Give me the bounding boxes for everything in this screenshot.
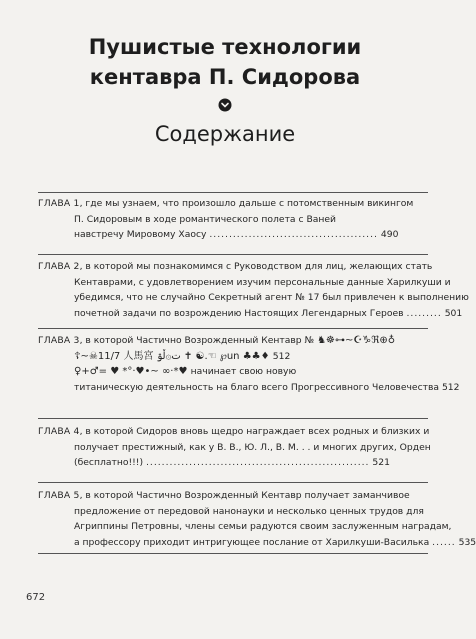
symbol-sequence: ♞☸⊶~☪♑ℜ⊕♁ (317, 335, 396, 346)
toc-entry-chapter-2 (38, 259, 469, 321)
chapter-label: ГЛАВА 5 (38, 490, 80, 501)
symbol-sequence: ♀+♂= ♥ *°·♥•~ ∞·*♥ (74, 366, 191, 377)
chapter-text: , где мы узнаем, что произошло дальше с потомственным викингом (79, 198, 414, 209)
dot-leader: ........................................... (209, 229, 378, 240)
chapter-text: начинает свою новую (190, 366, 297, 377)
chapter-page-number: 521 (372, 457, 390, 468)
chapter-label: ГЛАВА 1 (38, 198, 80, 209)
page-number: 672 (26, 592, 46, 603)
chapter-label: ГЛАВА 4 (38, 426, 80, 437)
chapter-text: Агриппины Петровны, члены семьи радуются своим заслуженным наградам, (74, 521, 452, 532)
toc-entry-chapter-1 (38, 196, 433, 243)
chapter-text: П. Сидоровым в ходе романтического полета с Ваней (74, 213, 337, 225)
toc-entry-chapter-4 (38, 424, 433, 471)
chapter-text: титаническую деятельность на благо всего Прогрессивного Человечества (74, 381, 440, 393)
dot-leader: ......... (406, 307, 442, 319)
chapter-page-number: 535 (458, 536, 476, 548)
chapter-text: , в которой мы познакомимся с Руководством для лиц, желающих стать (79, 261, 433, 272)
chapter-page-number: 501 (444, 307, 463, 319)
chevron-down-icon (218, 98, 232, 112)
chapter-text: а профессору приходит интригующее послание от Харилкуши-Василька (74, 536, 430, 548)
chapter-text: получает престижный, как у В. В., Ю. Л., В. М. . . и многих других, Орден (74, 441, 431, 453)
symbol-sequence: ☦~☠11/7 人馬宮 ت۞ڵۊ ✝ ☯.☜ ℘un ♣♣♦ (74, 350, 273, 362)
chapter-text: , в которой Частично Возрожденный Кентавр получает заманчивое (79, 490, 410, 501)
chapter-page-number: 490 (380, 229, 399, 240)
dot-leader: ......................................................... (146, 457, 370, 468)
chapter-text: Кентаврами, с удовлетворением изучим персональные данные Харилкуши и (74, 276, 451, 288)
chapter-divider (38, 553, 428, 554)
chapter-divider (38, 192, 428, 193)
book-title-line2: кентавра П. Сидорова (89, 65, 361, 89)
chapter-text: (бесплатно!!!) (74, 457, 144, 468)
contents-heading: Содержание (154, 122, 296, 146)
chapter-label: ГЛАВА 2 (38, 261, 80, 272)
chapter-label: ГЛАВА 3 (38, 335, 80, 346)
chapter-divider (38, 482, 428, 483)
chapter-text: , в которой Частично Возрожденный Кентавр № (79, 335, 315, 346)
dot-leader: ...... (432, 536, 456, 548)
toc-entry-chapter-5 (38, 488, 476, 550)
chapter-text: предложение от передовой нанонауки и несколько ценных трудов для (74, 505, 424, 517)
chapter-divider (38, 328, 428, 329)
book-title-line1: Пушистые технологии (88, 35, 362, 59)
chapter-page-number: 512 (441, 381, 460, 393)
chapter-text: , в которой Сидоров вновь щедро награждает всех родных и близких и (79, 426, 430, 437)
chapter-text: убедимся, что не случайно Секретный агент № 17 был привлечен к выполнению (74, 292, 469, 303)
chapter-divider (38, 254, 428, 255)
line-page-number: 512 (272, 350, 291, 362)
chapter-text: навстречу Мировому Хаосу (74, 229, 207, 240)
toc-entry-chapter-3 (38, 333, 460, 395)
chapter-text: почетной задачи по возрождению Настоящих Легендарных Героев (74, 307, 404, 319)
chapter-divider (38, 418, 428, 419)
